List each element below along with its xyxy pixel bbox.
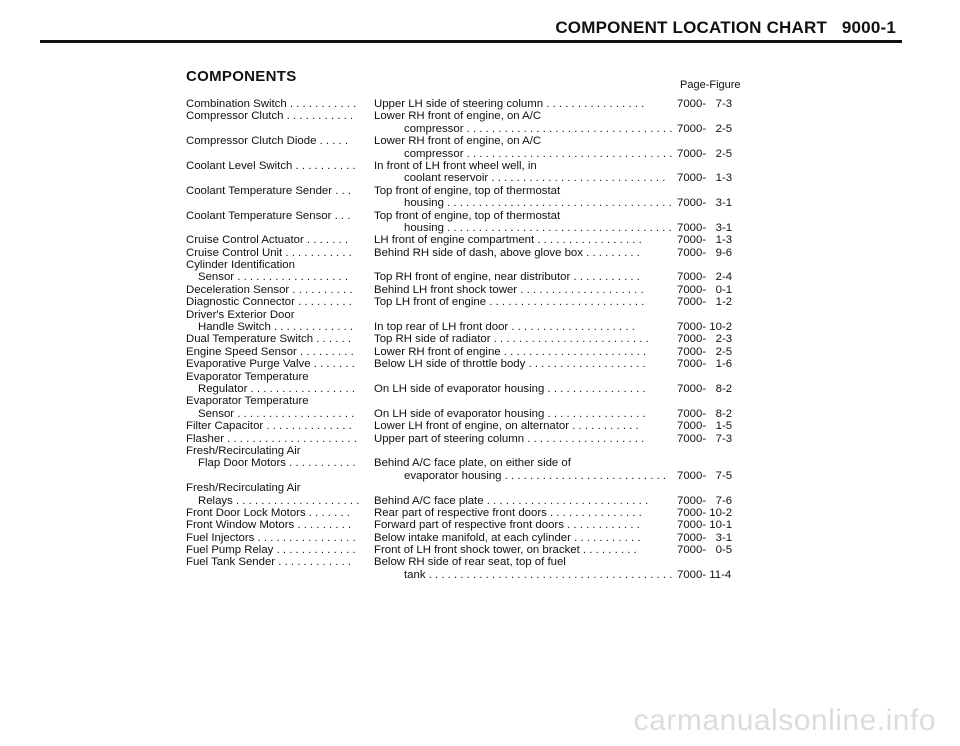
component-name: Engine Speed Sensor . . . . . . . . . <box>186 345 354 358</box>
component-location: In top rear of LH front door . . . . . . . . . . . . . . . . . . . . <box>374 321 635 334</box>
component-location: Top RH side of radiator . . . . . . . . . . . . . . . . . . . . . . . . . <box>374 333 649 346</box>
component-name: Compressor Clutch . . . . . . . . . . . <box>186 110 354 123</box>
component-location: tank . . . . . . . . . . . . . . . . . . . . . . . . . . . . . . . . . . . . . . . <box>404 568 673 581</box>
component-location: Behind LH front shock tower . . . . . . . . . . . . . . . . . . . . <box>374 283 644 296</box>
component-name: Fuel Tank Sender . . . . . . . . . . . . <box>186 556 352 569</box>
list-item <box>186 123 756 135</box>
component-name: Combination Switch . . . . . . . . . . . <box>186 98 357 110</box>
list-item <box>186 98 756 110</box>
component-location: Top LH front of engine . . . . . . . . . . . . . . . . . . . . . . . . . <box>374 296 645 309</box>
list-item <box>186 420 756 432</box>
component-location: housing . . . . . . . . . . . . . . . . . . . . . . . . . . . . . . . . . . . . <box>404 221 672 234</box>
list-item <box>186 358 756 370</box>
list-item <box>186 321 756 333</box>
page-figure-ref: 7000- 10-2 <box>677 321 733 334</box>
list-item <box>186 309 756 321</box>
component-location: Lower RH front of engine . . . . . . . . . . . . . . . . . . . . . . . <box>374 345 647 358</box>
list-item <box>186 569 756 581</box>
component-location: Top RH front of engine, near distributor . . . . . . . . . . . <box>374 271 640 284</box>
page-header <box>555 18 896 38</box>
component-name: Handle Switch . . . . . . . . . . . . . <box>198 321 354 334</box>
list-item <box>186 333 756 345</box>
list-item <box>186 222 756 234</box>
component-name: Dual Temperature Switch . . . . . . <box>186 333 352 346</box>
list-item <box>186 284 756 296</box>
list-item <box>186 148 756 160</box>
component-name: Sensor . . . . . . . . . . . . . . . . . . <box>198 271 349 284</box>
page-figure-ref: 7000- 0-1 <box>677 283 733 296</box>
component-location: On LH side of evaporator housing . . . . . . . . . . . . . . . . <box>374 407 646 420</box>
page-figure-ref: 7000- 2-4 <box>677 271 733 284</box>
component-location: Front of LH front shock tower, on bracket . . . . . . . . . <box>374 544 637 557</box>
list-item <box>186 346 756 358</box>
component-name: Fuel Injectors . . . . . . . . . . . . . . . . <box>186 531 356 544</box>
component-location: Below intake manifold, at each cylinder . . . . . . . . . . . <box>374 531 641 544</box>
section-title: COMPONENTS <box>186 68 297 85</box>
list-item <box>186 395 756 407</box>
page-figure-ref: 7000- 1-5 <box>677 420 733 433</box>
page-figure-ref: 7000- 2-5 <box>677 345 733 358</box>
watermark-text: carmanualsonline.info <box>633 704 936 737</box>
page-figure-ref: 7000- 2-3 <box>677 333 733 346</box>
list-item <box>186 172 756 184</box>
component-name: Deceleration Sensor . . . . . . . . . . <box>186 283 353 296</box>
component-name: Front Door Lock Motors . . . . . . . <box>186 506 350 519</box>
component-name: Coolant Temperature Sender . . . <box>186 184 352 197</box>
list-item <box>186 470 756 482</box>
list-item <box>186 197 756 209</box>
component-name: Evaporative Purge Valve . . . . . . . <box>186 358 355 371</box>
list-item <box>186 556 756 568</box>
page-figure-ref: 7000- 7-3 <box>677 432 733 445</box>
component-name: Diagnostic Connector . . . . . . . . . <box>186 296 352 309</box>
component-name: Cruise Control Actuator . . . . . . . <box>186 234 349 247</box>
component-name: Cylinder Identification <box>186 259 295 272</box>
component-name: Evaporator Temperature <box>186 370 309 383</box>
component-location: Forward part of respective front doors . . . . . . . . . . . . <box>374 519 640 532</box>
component-name: Fuel Pump Relay . . . . . . . . . . . . . <box>186 544 356 557</box>
component-location: LH front of engine compartment . . . . . . . . . . . . . . . . . <box>374 234 642 247</box>
component-location: housing . . . . . . . . . . . . . . . . . . . . . . . . . . . . . . . . . . . . <box>404 197 672 210</box>
list-item <box>186 544 756 556</box>
component-name: Front Window Motors . . . . . . . . . <box>186 519 352 532</box>
page-number: 9000-1 <box>841 18 896 37</box>
component-name: Cruise Control Unit . . . . . . . . . . . <box>186 246 352 259</box>
component-location: compressor . . . . . . . . . . . . . . . . . . . . . . . . . . . . . . . . . <box>404 147 673 160</box>
list-item <box>186 296 756 308</box>
component-name: Flap Door Motors . . . . . . . . . . . <box>198 457 356 470</box>
header-rule <box>40 40 902 43</box>
list-item <box>186 185 756 197</box>
page-figure-ref: 7000- 3-1 <box>677 197 733 210</box>
page-figure-ref: 7000- 7-6 <box>677 494 733 507</box>
page-figure-ref: 7000- 8-2 <box>677 407 733 420</box>
list-item <box>186 482 756 494</box>
list-item <box>186 110 756 122</box>
component-location: Below RH side of rear seat, top of fuel <box>374 556 566 569</box>
component-location: Lower RH front of engine, on A/C <box>374 135 542 148</box>
page-figure-ref: 7000- 1-2 <box>677 296 733 309</box>
component-name: Relays . . . . . . . . . . . . . . . . . . . . <box>198 494 360 507</box>
page-figure-ref: 7000- 7-5 <box>677 469 733 482</box>
list-item <box>186 433 756 445</box>
component-location: Behind A/C face plate, on either side of <box>374 457 571 470</box>
component-location: Top front of engine, top of thermostat <box>374 209 561 222</box>
list-item <box>186 445 756 457</box>
chart-title: COMPONENT LOCATION CHART <box>555 18 828 37</box>
component-name: Fresh/Recirculating Air <box>186 482 301 495</box>
page-figure-ref: 7000- 1-3 <box>677 234 733 247</box>
page-figure-ref: 7000- 3-1 <box>677 531 733 544</box>
component-name: Driver's Exterior Door <box>186 308 295 321</box>
page-figure-ref: 7000- 10-1 <box>677 519 733 532</box>
component-location: Upper LH side of steering column . . . . . . . . . . . . . . . . <box>374 98 645 110</box>
component-location: Rear part of respective front doors . . . . . . . . . . . . . . . <box>374 506 642 519</box>
component-location: coolant reservoir . . . . . . . . . . . . . . . . . . . . . . . . . . . . <box>404 172 666 185</box>
list-item <box>186 160 756 172</box>
list-item <box>186 234 756 246</box>
component-name: Regulator . . . . . . . . . . . . . . . . . <box>198 382 355 395</box>
component-name: Filter Capacitor . . . . . . . . . . . . . . <box>186 420 352 433</box>
component-list <box>186 98 756 581</box>
page-figure-ref: 7000- 9-6 <box>677 246 733 259</box>
component-location: Lower RH front of engine, on A/C <box>374 110 542 123</box>
component-location: Lower LH front of engine, on alternator . . . . . . . . . . . <box>374 420 639 433</box>
page-figure-label: Page-Figure <box>680 79 741 91</box>
component-name: Fresh/Recirculating Air <box>186 444 301 457</box>
component-location: On LH side of evaporator housing . . . . . . . . . . . . . . . . <box>374 382 646 395</box>
component-name: Coolant Level Switch . . . . . . . . . . <box>186 159 356 172</box>
list-item <box>186 532 756 544</box>
page-figure-ref: 7000- 0-5 <box>677 544 733 557</box>
list-item <box>186 371 756 383</box>
component-name: Flasher . . . . . . . . . . . . . . . . . . . . . <box>186 432 357 445</box>
page-figure-ref: 7000- 3-1 <box>677 221 733 234</box>
component-location: In front of LH front wheel well, in <box>374 159 537 172</box>
component-name: Evaporator Temperature <box>186 395 309 408</box>
list-item <box>186 507 756 519</box>
component-location: compressor . . . . . . . . . . . . . . . . . . . . . . . . . . . . . . . . . <box>404 122 673 135</box>
list-item <box>186 383 756 395</box>
component-location: evaporator housing . . . . . . . . . . . . . . . . . . . . . . . . . . <box>404 469 667 482</box>
component-name: Coolant Temperature Sensor . . . <box>186 209 351 222</box>
component-location: Upper part of steering column . . . . . . . . . . . . . . . . . . . <box>374 432 645 445</box>
page-figure-ref: 7000- 2-5 <box>677 122 733 135</box>
page-figure-ref: 7000- 7-3 <box>677 98 733 110</box>
list-item <box>186 259 756 271</box>
page-figure-ref: 7000- 8-2 <box>677 382 733 395</box>
list-item <box>186 457 756 469</box>
page-figure-ref: 7000- 1-6 <box>677 358 733 371</box>
list-item <box>186 247 756 259</box>
component-location: Top front of engine, top of thermostat <box>374 184 561 197</box>
list-item <box>186 408 756 420</box>
component-location: Below LH side of throttle body . . . . . . . . . . . . . . . . . . . <box>374 358 646 371</box>
component-name: Compressor Clutch Diode . . . . . <box>186 135 349 148</box>
list-item <box>186 135 756 147</box>
list-item <box>186 271 756 283</box>
component-location: Behind RH side of dash, above glove box . . . . . . . . . <box>374 246 640 259</box>
list-item <box>186 210 756 222</box>
page-figure-ref: 7000- 2-5 <box>677 147 733 160</box>
watermark-logo <box>634 704 936 738</box>
component-location: Behind A/C face plate . . . . . . . . . . . . . . . . . . . . . . . . . . <box>374 494 649 507</box>
component-name: Sensor . . . . . . . . . . . . . . . . . . . <box>198 407 355 420</box>
page-figure-ref: 7000- 10-2 <box>677 506 733 519</box>
list-item <box>186 495 756 507</box>
page-figure-ref: 7000- 11-4 <box>677 568 732 581</box>
page-figure-ref: 7000- 1-3 <box>677 172 733 185</box>
list-item <box>186 519 756 531</box>
